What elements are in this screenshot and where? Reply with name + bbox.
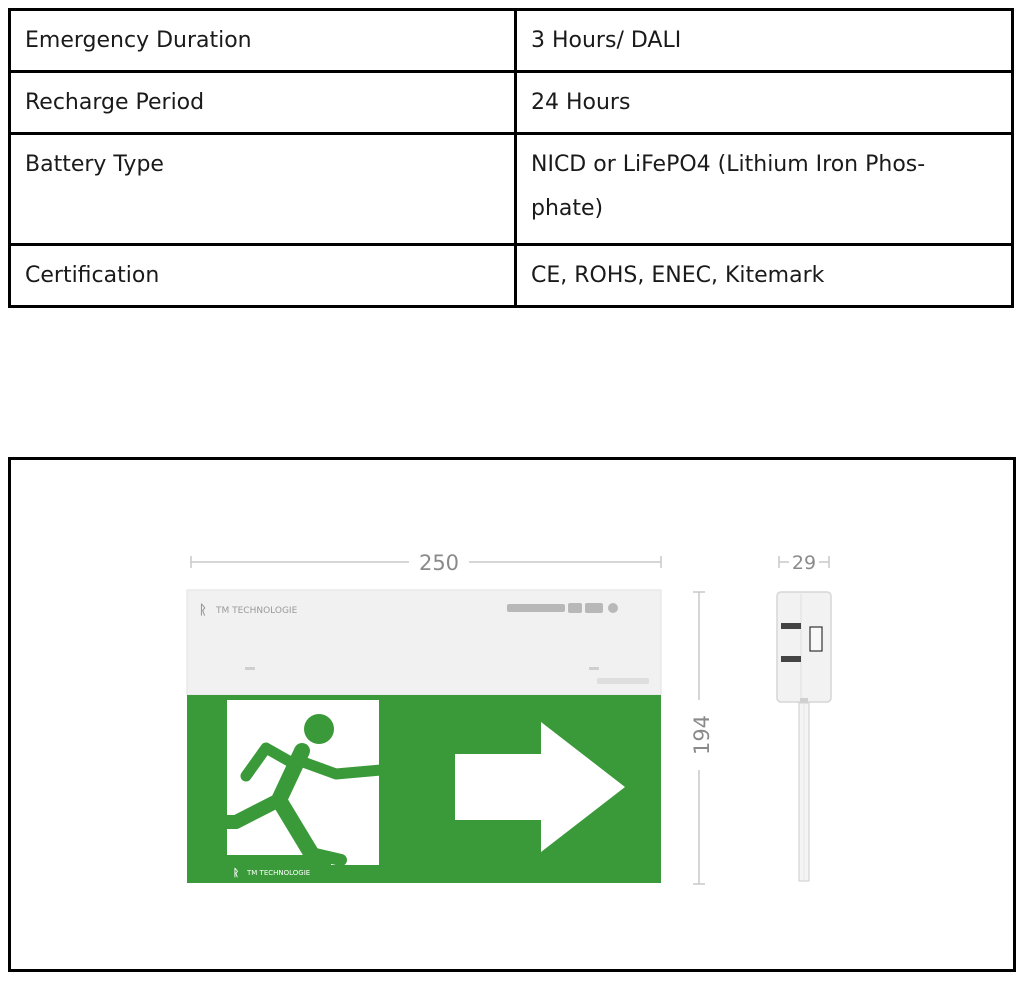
certification-marks-icon — [507, 603, 618, 613]
spec-value-line2: phate) — [531, 196, 604, 221]
spec-value: 3 Hours/ DALI — [516, 10, 1013, 72]
model-label — [597, 678, 649, 684]
brand-logo-text: TM TECHNOLOGIE — [216, 606, 298, 616]
depth-dimension-label: 29 — [791, 552, 817, 574]
spec-label: Recharge Period — [10, 72, 516, 134]
spec-value: 24 Hours — [516, 72, 1013, 134]
side-clip — [781, 656, 801, 662]
product-drawing-frame — [8, 457, 1016, 972]
table-row — [10, 134, 1013, 245]
depth-dimension — [779, 552, 829, 574]
table-row — [10, 72, 1013, 134]
side-view — [777, 592, 831, 881]
spec-value: CE, ROHS, ENEC, Kitemark — [516, 245, 1013, 307]
table-row — [10, 10, 1013, 72]
spec-label: Certification — [10, 245, 516, 307]
spec-table — [8, 8, 1014, 308]
width-dimension — [191, 551, 661, 575]
panel-brand-text: TM TECHNOLOGIE — [247, 869, 311, 877]
side-clip — [781, 623, 801, 629]
spec-label: Emergency Duration — [10, 10, 516, 72]
height-dimension-label: 194 — [690, 714, 714, 756]
indicator-mark — [245, 667, 255, 670]
height-dimension — [690, 592, 714, 884]
table-row — [10, 245, 1013, 307]
indicator-mark — [589, 667, 599, 670]
side-housing — [777, 592, 831, 702]
spec-value — [516, 134, 1013, 245]
product-drawing — [11, 460, 1013, 969]
panel-brand-icon: ᚱ — [233, 868, 239, 879]
brand-logo-icon: ᚱ — [199, 603, 207, 618]
width-dimension-label: 250 — [418, 551, 460, 575]
side-switch — [810, 627, 822, 651]
spec-value-line1: NICD or LiFePO4 (Lithium Iron Phos- — [531, 152, 926, 177]
spec-label: Battery Type — [10, 134, 516, 245]
